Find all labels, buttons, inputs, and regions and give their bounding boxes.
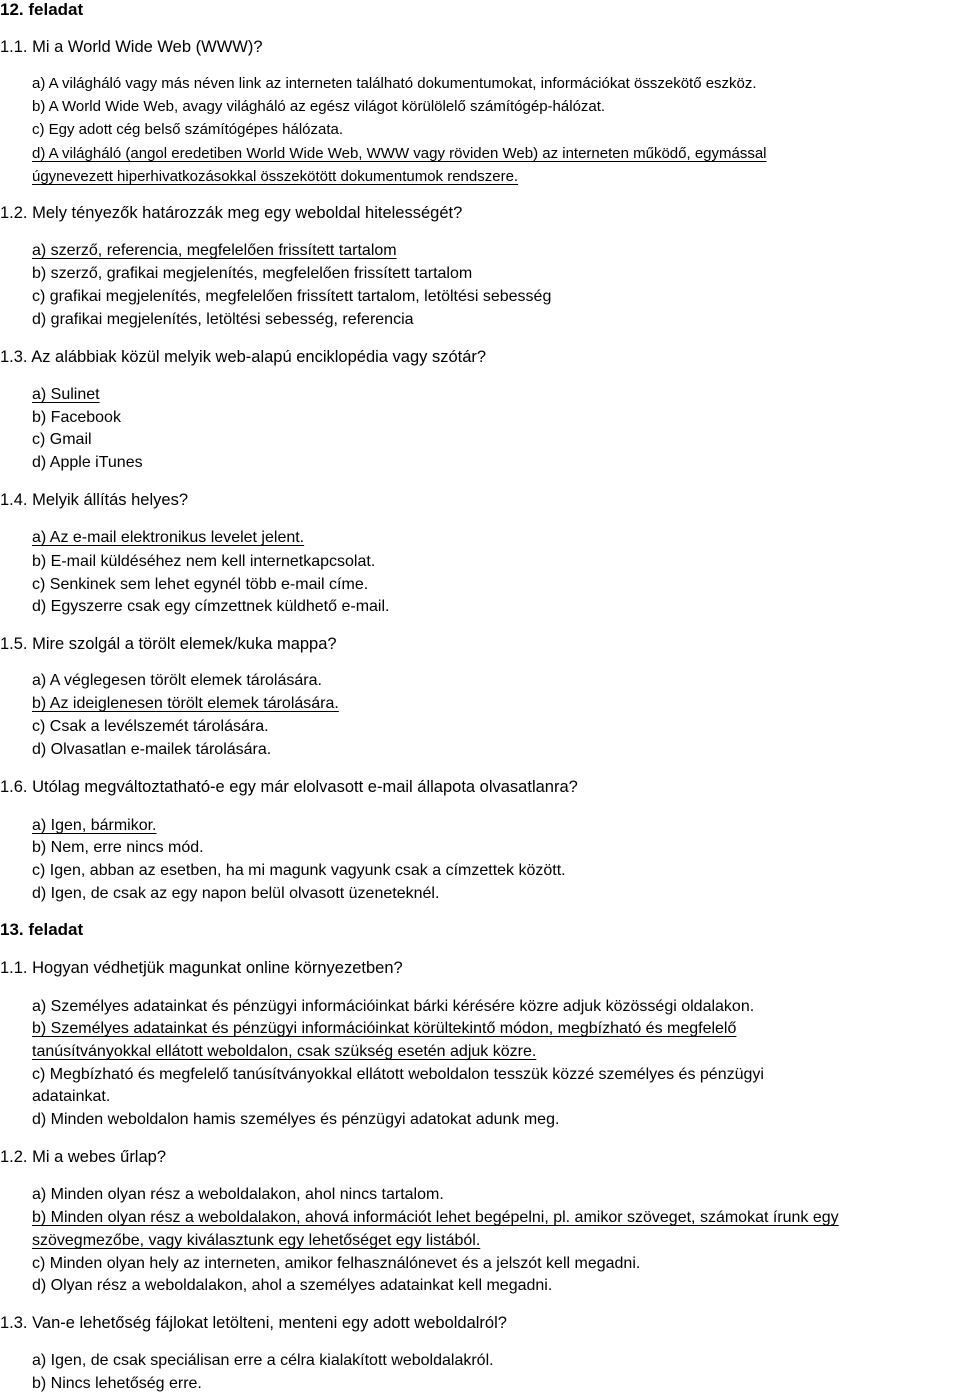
answer-option: c) Gmail <box>32 431 92 448</box>
answer-option: b) Nem, erre nincs mód. <box>32 839 204 856</box>
correct-answer-option: a) Sulinet <box>32 386 100 403</box>
answer-option: a) A világháló vagy más néven link az interneten található dokumentumokat, információkat összekötő eszköz. <box>32 75 757 92</box>
answer-option: c) Csak a levélszemét tárolására. <box>32 718 269 735</box>
correct-answer-option: b) Személyes adatainkat és pénzügyi információinkat körültekintő módon, megbízható és megfelelő <box>32 1020 737 1037</box>
answer-option: c) Minden olyan hely az interneten, amikor felhasználónevet és a jelszót kell megadni. <box>32 1255 641 1272</box>
answer-option: b) A World Wide Web, avagy világháló az egész világot körülölelő számítógép-hálózat. <box>32 98 606 115</box>
answer-option: d) Egyszerre csak egy címzettnek küldhető e-mail. <box>32 598 390 615</box>
correct-answer-option: b) Minden olyan rész a weboldalakon, ahová információt lehet begépelni, pl. amikor szöveget, számokat írunk egy <box>32 1209 839 1226</box>
correct-answer-option: a) Igen, bármikor. <box>32 817 157 834</box>
section-title: 13. feladat <box>0 920 84 939</box>
answer-option: a) A véglegesen törölt elemek tárolására. <box>32 672 322 689</box>
question-title: 1.3. Van-e lehetőség fájlokat letölteni, menteni egy adott weboldalról? <box>0 1314 507 1332</box>
answer-option: b) szerző, grafikai megjelenítés, megfelelően frissített tartalom <box>32 265 473 282</box>
question-title: 1.5. Mire szolgál a törölt elemek/kuka mappa? <box>0 635 337 653</box>
answer-option: c) Egy adott cég belső számítógépes hálózata. <box>32 121 344 138</box>
answer-option: c) Igen, abban az esetben, ha mi magunk vagyunk csak a címzettek között. <box>32 862 566 879</box>
answer-option: a) Igen, de csak speciálisan erre a célra kialakított weboldalakról. <box>32 1352 494 1369</box>
correct-answer-option: d) A világháló (angol eredetiben World Wide Web, WWW vagy röviden Web) az interneten működő, egymással <box>32 145 767 162</box>
question-title: 1.3. Az alábbiak közül melyik web-alapú enciklopédia vagy szótár? <box>0 348 487 366</box>
answer-option: a) Személyes adatainkat és pénzügyi információinkat bárki kérésére közre adjuk közösségi oldalakon. <box>32 998 755 1015</box>
answer-option: c) grafikai megjelenítés, megfelelően frissített tartalom, letöltési sebesség <box>32 288 552 305</box>
answer-option: c) Megbízható és megfelelő tanúsítványokkal ellátott weboldalon tesszük közzé személyes és pénzügyi <box>32 1066 764 1083</box>
correct-answer-option: szövegmezőbe, vagy kiválasztunk egy lehetőséget egy listából. <box>32 1232 481 1249</box>
question-title: 1.1. Hogyan védhetjük magunkat online környezetben? <box>0 959 403 977</box>
answer-option: b) Nincs lehetőség erre. <box>32 1375 202 1392</box>
correct-answer-option: b) Az ideiglenesen törölt elemek tárolására. <box>32 695 339 712</box>
answer-option: d) Apple iTunes <box>32 454 143 471</box>
correct-answer-option: úgynevezett hiperhivatkozásokkal összekötött dokumentumok rendszere. <box>32 168 519 185</box>
question-title: 1.6. Utólag megváltoztatható-e egy már elolvasott e-mail állapota olvasatlanra? <box>0 778 578 796</box>
answer-option: d) Igen, de csak az egy napon belül olvasott üzeneteknél. <box>32 885 440 902</box>
answer-option: adatainkat. <box>32 1088 111 1105</box>
answer-option: c) Senkinek sem lehet egynél több e-mail címe. <box>32 576 369 593</box>
answer-option: a) Minden olyan rész a weboldalakon, ahol nincs tartalom. <box>32 1186 444 1203</box>
question-title: 1.2. Mi a webes űrlap? <box>0 1148 167 1166</box>
question-title: 1.4. Melyik állítás helyes? <box>0 491 189 509</box>
answer-option: b) Facebook <box>32 409 121 426</box>
correct-answer-option: a) szerző, referencia, megfelelően frissített tartalom <box>32 242 397 259</box>
answer-option: d) Olvasatlan e-mailek tárolására. <box>32 741 272 758</box>
question-title: 1.2. Mely tényezők határozzák meg egy weboldal hitelességét? <box>0 204 463 222</box>
question-title: 1.1. Mi a World Wide Web (WWW)? <box>0 38 263 56</box>
answer-option: d) Minden weboldalon hamis személyes és pénzügyi adatokat adunk meg. <box>32 1111 560 1128</box>
answer-option: d) Olyan rész a weboldalakon, ahol a személyes adatainkat kell megadni. <box>32 1277 553 1294</box>
correct-answer-option: a) Az e-mail elektronikus levelet jelent. <box>32 529 305 546</box>
section-title: 12. feladat <box>0 0 84 19</box>
correct-answer-option: tanúsítványokkal ellátott weboldalon, csak szükség esetén adjuk közre. <box>32 1043 537 1060</box>
answer-option: b) E-mail küldéséhez nem kell internetkapcsolat. <box>32 553 376 570</box>
answer-option: d) grafikai megjelenítés, letöltési sebesség, referencia <box>32 311 414 328</box>
